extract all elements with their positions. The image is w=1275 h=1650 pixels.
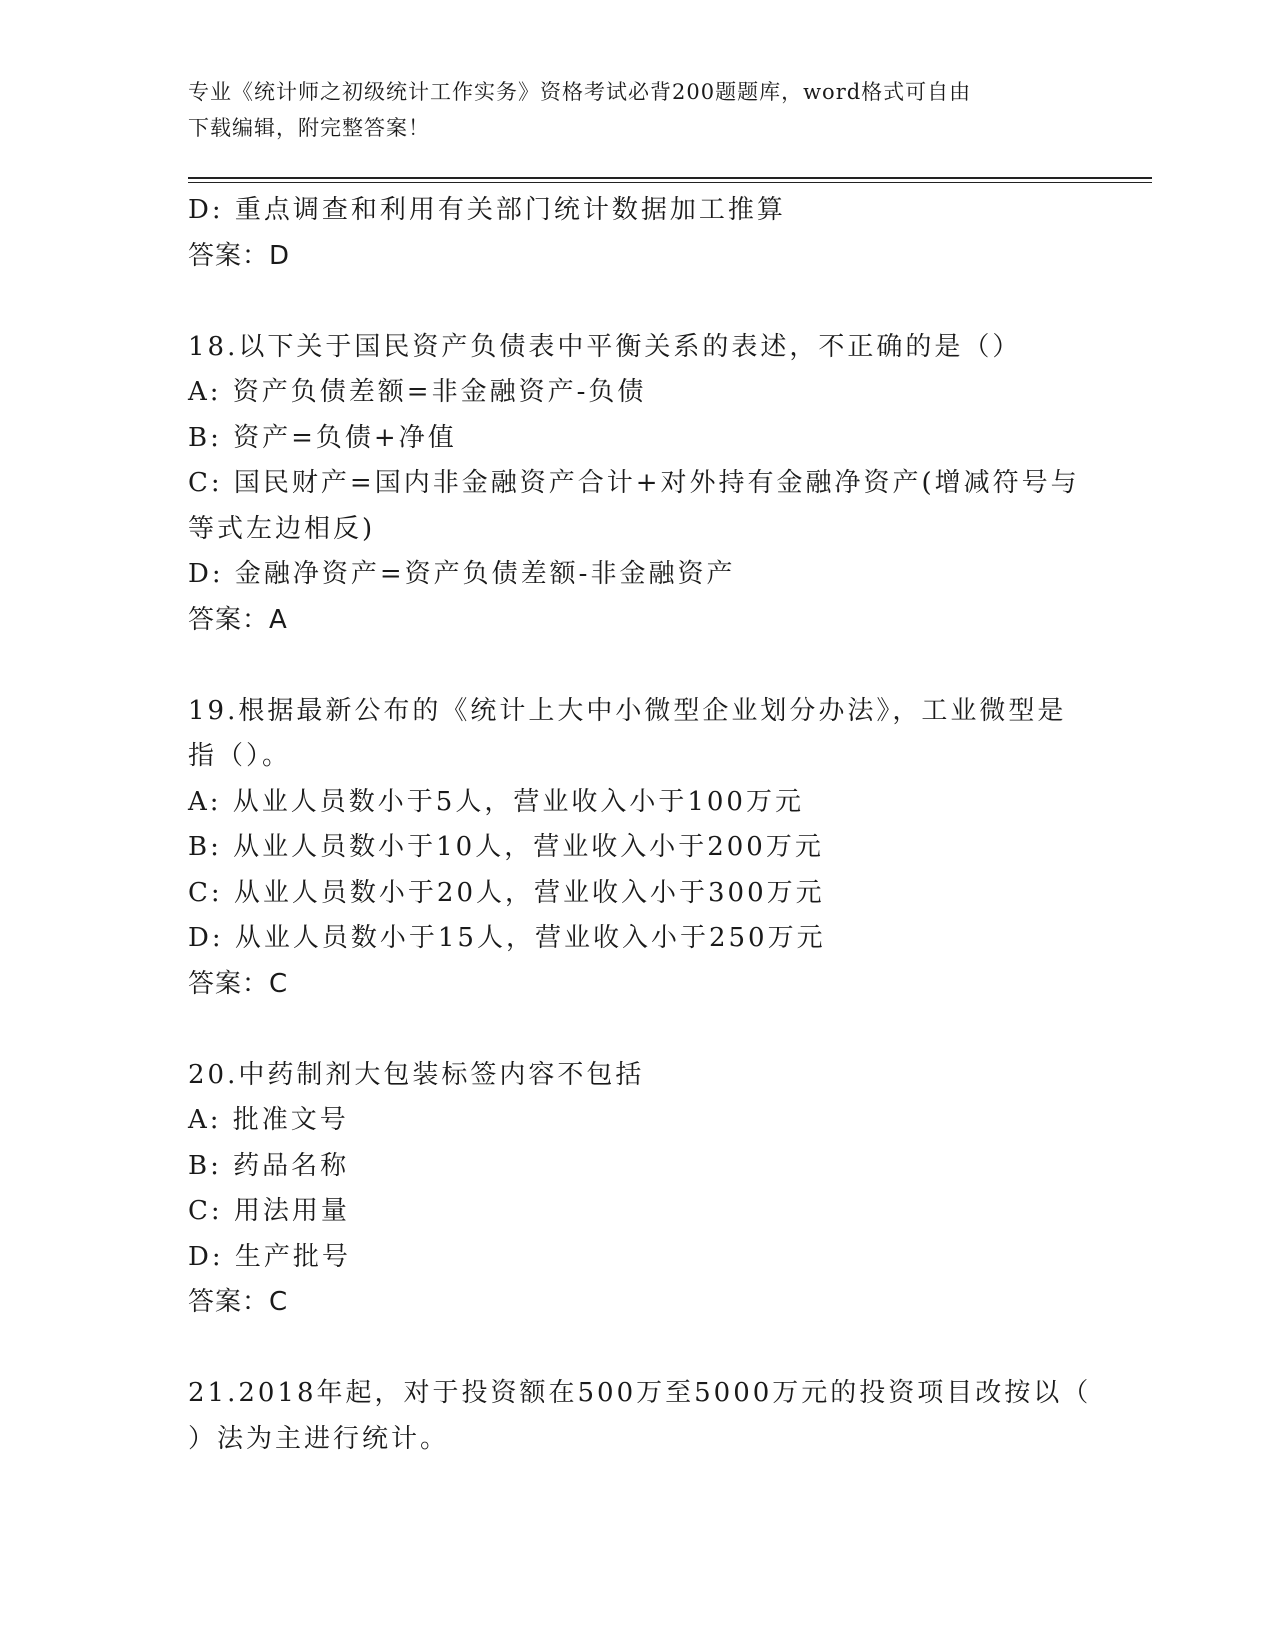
question-stem: 19.根据最新公布的《统计上大中小微型企业划分办法》，工业微型是 — [188, 695, 1067, 726]
option-d: D: 金融净资产=资产负债差额-非金融资产 — [188, 559, 736, 589]
question-21 — [188, 1371, 1092, 1462]
option-c-continued: 等式左边相反) — [188, 513, 376, 544]
answer: 答案：A — [188, 604, 288, 635]
answer: 答案：C — [188, 1287, 289, 1317]
option-c: C: 国民财产=国内非金融资产合计+对外持有金融净资产(增减符号与 — [188, 468, 1080, 498]
spacer — [188, 643, 1088, 689]
spacer — [188, 1326, 1088, 1372]
document-header — [188, 74, 1068, 146]
option-d: D: 从业人员数小于15人，营业收入小于250万元 — [188, 923, 826, 953]
question-stem: 20.中药制剂大包装标签内容不包括 — [188, 1059, 645, 1090]
option-b: B: 从业人员数小于10人，营业收入小于200万元 — [188, 832, 824, 862]
prev-option-d: D: 重点调查和利用有关部门统计数据加工推算 — [188, 195, 786, 225]
question-stem: 21.2018年起，对于投资额在500万至5000万元的投资项目改按以（ — [188, 1378, 1092, 1408]
question-stem: 18.以下关于国民资产负债表中平衡关系的表述，不正确的是（） — [188, 331, 1022, 362]
option-a: A: 批准文号 — [188, 1105, 349, 1135]
option-d: D: 生产批号 — [188, 1241, 351, 1272]
question-stem-continued: ）法为主进行统计。 — [188, 1423, 450, 1454]
header-divider — [188, 177, 1152, 179]
option-c: C: 用法用量 — [188, 1196, 350, 1226]
question-20 — [188, 1053, 1088, 1326]
header-divider-thin — [188, 182, 1152, 183]
answer: 答案：C — [188, 968, 289, 999]
spacer — [188, 1007, 1088, 1053]
question-stem-continued: 指（）。 — [188, 741, 292, 771]
question-19 — [188, 689, 1088, 1008]
option-a: A: 资产负债差额=非金融资产-负债 — [188, 377, 647, 407]
header-line-1: 专业《统计师之初级统计工作实务》资格考试必背200题题库，word格式可自由 — [188, 80, 972, 104]
document-body — [188, 188, 1092, 1462]
option-c: C: 从业人员数小于20人，营业收入小于300万元 — [188, 877, 825, 908]
question-18 — [188, 325, 1088, 644]
header-line-2: 下载编辑，附完整答案！ — [188, 116, 430, 140]
prev-answer: 答案：D — [188, 240, 291, 271]
option-b: B: 药品名称 — [188, 1150, 350, 1181]
option-a: A: 从业人员数小于5人，营业收入小于100万元 — [188, 786, 804, 817]
option-b: B: 资产=负债+净值 — [188, 422, 457, 453]
spacer — [188, 279, 1088, 325]
